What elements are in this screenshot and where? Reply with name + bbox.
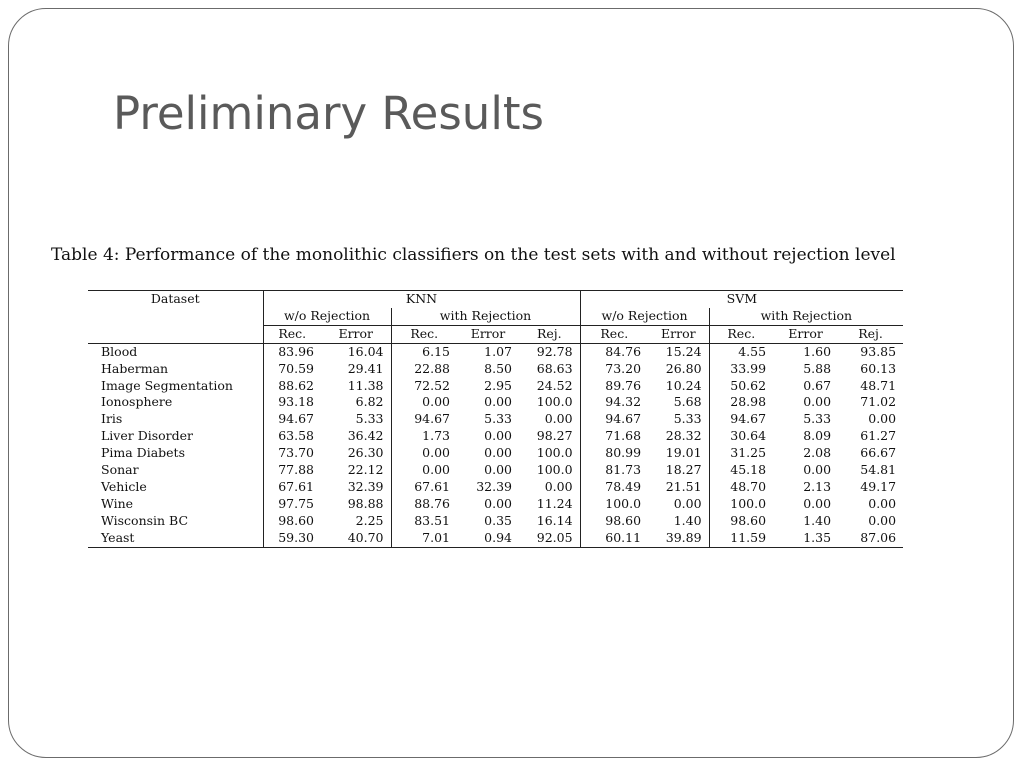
value-cell: 31.25	[730, 445, 767, 461]
value-cell: 72.52	[414, 377, 450, 393]
column-header: Rej.	[519, 325, 580, 343]
header-row-columns	[88, 325, 903, 343]
svm-with-rejection-header: with Rejection	[709, 308, 903, 325]
value-cell: 5.88	[803, 360, 832, 376]
value-cell: 98.88	[321, 496, 391, 513]
value-cell: 5.33	[648, 411, 709, 428]
value-cell: 5.33	[803, 411, 832, 427]
dataset-name-cell: Image Segmentation	[88, 378, 263, 395]
value-cell: 28.98	[730, 394, 767, 410]
value-cell: 73.70	[278, 445, 314, 461]
value-cell: 11.38	[321, 378, 391, 395]
value-cell: 89.76	[605, 377, 642, 393]
table-row	[88, 462, 903, 479]
table-body	[88, 343, 903, 547]
value-cell: 0.00	[484, 495, 512, 511]
value-cell: 5.33	[321, 411, 391, 428]
table-row	[88, 411, 903, 428]
value-cell: 94.67	[730, 411, 767, 427]
dataset-header: Dataset	[88, 291, 263, 308]
value-cell: 0.00	[803, 394, 832, 410]
value-cell: 0.00	[422, 394, 450, 410]
value-cell: 71.68	[605, 428, 642, 444]
table-row	[88, 479, 903, 496]
table-row	[88, 445, 903, 462]
value-cell: 68.63	[519, 361, 580, 378]
value-cell: 18.27	[648, 462, 709, 479]
value-cell: 2.13	[803, 478, 832, 494]
value-cell: 33.99	[730, 360, 767, 376]
column-header: Rec.	[391, 325, 457, 343]
dataset-name-cell: Vehicle	[88, 479, 263, 496]
table-row	[88, 496, 903, 513]
value-cell: 92.78	[519, 343, 580, 360]
value-cell: 0.00	[648, 496, 709, 513]
value-cell: 0.00	[484, 428, 512, 444]
value-cell: 1.07	[484, 343, 512, 359]
knn-with-rejection-header: with Rejection	[391, 308, 580, 325]
dataset-name-cell: Wisconsin BC	[88, 513, 263, 530]
value-cell: 0.00	[868, 495, 897, 511]
dataset-name-cell: Liver Disorder	[88, 428, 263, 445]
value-cell: 100.0	[519, 394, 580, 411]
value-cell: 80.99	[605, 445, 642, 461]
value-cell: 45.18	[730, 462, 767, 478]
value-cell: 5.33	[484, 411, 512, 427]
value-cell: 2.95	[484, 377, 512, 393]
value-cell: 4.55	[738, 343, 767, 359]
value-cell: 0.00	[868, 512, 897, 528]
value-cell: 48.70	[730, 478, 767, 494]
column-header: Rec.	[263, 325, 321, 343]
value-cell: 59.30	[263, 530, 321, 547]
value-cell: 1.40	[648, 513, 709, 530]
value-cell: 83.96	[278, 343, 314, 359]
value-cell: 26.30	[321, 445, 391, 462]
table-caption: Table 4: Performance of the monolithic classifiers on the test sets with and without rejection level	[51, 245, 896, 265]
dataset-name-cell: Pima Diabets	[88, 445, 263, 462]
value-cell: 16.14	[519, 513, 580, 530]
value-cell: 94.67	[278, 411, 314, 427]
value-cell: 5.68	[648, 394, 709, 411]
value-cell: 49.17	[860, 478, 897, 494]
value-cell: 98.60	[605, 512, 642, 528]
value-cell: 19.01	[648, 445, 709, 462]
dataset-name-cell: Blood	[88, 343, 263, 360]
table-row	[88, 513, 903, 530]
knn-without-rejection-header: w/o Rejection	[263, 308, 391, 325]
value-cell: 88.76	[414, 495, 450, 511]
value-cell: 0.00	[484, 394, 512, 410]
dataset-name-cell: Iris	[88, 411, 263, 428]
dataset-name-cell: Haberman	[88, 361, 263, 378]
column-header: Rej.	[838, 325, 903, 343]
dataset-name-cell: Yeast	[88, 530, 263, 547]
value-cell: 50.62	[730, 377, 767, 393]
value-cell: 8.09	[803, 428, 832, 444]
value-cell: 29.41	[321, 361, 391, 378]
value-cell: 0.00	[519, 479, 580, 496]
value-cell: 81.73	[605, 462, 642, 478]
value-cell: 84.76	[605, 343, 642, 359]
value-cell: 6.82	[321, 394, 391, 411]
value-cell: 39.89	[648, 530, 709, 547]
value-cell: 60.11	[580, 530, 648, 547]
table-row	[88, 361, 903, 378]
column-header: Error	[773, 325, 838, 343]
value-cell: 21.51	[648, 479, 709, 496]
value-cell: 70.59	[278, 360, 314, 376]
value-cell: 94.67	[414, 411, 450, 427]
table-row	[88, 394, 903, 411]
value-cell: 83.51	[414, 512, 450, 528]
table-header	[88, 291, 903, 344]
dataset-column-spacer	[88, 325, 263, 343]
value-cell: 28.32	[648, 428, 709, 445]
value-cell: 93.18	[278, 394, 314, 410]
value-cell: 94.32	[605, 394, 642, 410]
value-cell: 88.62	[278, 377, 314, 393]
value-cell: 71.02	[860, 394, 897, 410]
value-cell: 1.35	[773, 530, 838, 547]
value-cell: 32.39	[476, 478, 512, 494]
value-cell: 0.00	[422, 462, 450, 478]
value-cell: 94.67	[605, 411, 642, 427]
value-cell: 32.39	[321, 479, 391, 496]
value-cell: 54.81	[860, 462, 897, 478]
column-header: Error	[648, 325, 709, 343]
value-cell: 16.04	[321, 343, 391, 360]
header-row-groups	[88, 308, 903, 325]
value-cell: 2.08	[803, 445, 832, 461]
value-cell: 36.42	[321, 428, 391, 445]
value-cell: 1.60	[803, 343, 832, 359]
value-cell: 10.24	[648, 378, 709, 395]
value-cell: 0.00	[422, 445, 450, 461]
value-cell: 7.01	[391, 530, 457, 547]
column-header: Error	[321, 325, 391, 343]
value-cell: 0.00	[484, 462, 512, 478]
value-cell: 61.27	[860, 428, 897, 444]
table-row	[88, 530, 903, 547]
value-cell: 78.49	[605, 478, 642, 494]
dataset-name-cell: Wine	[88, 496, 263, 513]
value-cell: 67.61	[278, 478, 314, 494]
value-cell: 0.35	[484, 512, 512, 528]
value-cell: 0.00	[519, 411, 580, 428]
value-cell: 73.20	[605, 360, 642, 376]
column-header: Rec.	[580, 325, 648, 343]
value-cell: 98.27	[519, 428, 580, 445]
value-cell: 66.67	[860, 445, 897, 461]
value-cell: 0.94	[457, 530, 519, 547]
dataset-header-spacer	[88, 308, 263, 325]
value-cell: 22.12	[321, 462, 391, 479]
value-cell: 100.0	[730, 495, 767, 511]
svm-without-rejection-header: w/o Rejection	[580, 308, 709, 325]
value-cell: 0.00	[868, 411, 897, 427]
value-cell: 60.13	[860, 360, 897, 376]
value-cell: 2.25	[321, 513, 391, 530]
table-row	[88, 378, 903, 395]
value-cell: 40.70	[321, 530, 391, 547]
value-cell: 1.73	[422, 428, 450, 444]
value-cell: 63.58	[278, 428, 314, 444]
value-cell: 100.0	[519, 445, 580, 462]
value-cell: 11.24	[519, 496, 580, 513]
value-cell: 11.59	[709, 530, 773, 547]
table-row	[88, 343, 903, 360]
value-cell: 67.61	[414, 478, 450, 494]
value-cell: 97.75	[278, 495, 314, 511]
value-cell: 26.80	[648, 361, 709, 378]
dataset-name-cell: Ionosphere	[88, 394, 263, 411]
svm-header: SVM	[580, 291, 903, 308]
column-header: Rec.	[709, 325, 773, 343]
table-row	[88, 428, 903, 445]
value-cell: 6.15	[422, 343, 450, 359]
value-cell: 93.85	[860, 343, 897, 359]
value-cell: 0.00	[803, 495, 832, 511]
value-cell: 98.60	[278, 512, 314, 528]
value-cell: 48.71	[860, 377, 897, 393]
value-cell: 100.0	[519, 462, 580, 479]
results-table	[88, 290, 903, 548]
value-cell: 0.00	[803, 462, 832, 478]
value-cell: 0.00	[484, 445, 512, 461]
knn-header: KNN	[263, 291, 580, 308]
value-cell: 8.50	[484, 360, 512, 376]
slide-title: Preliminary Results	[113, 87, 544, 140]
value-cell: 87.06	[838, 530, 903, 547]
value-cell: 92.05	[519, 530, 580, 547]
value-cell: 22.88	[414, 360, 450, 376]
column-header: Error	[457, 325, 519, 343]
value-cell: 1.40	[803, 512, 832, 528]
value-cell: 0.67	[803, 377, 832, 393]
value-cell: 24.52	[519, 378, 580, 395]
value-cell: 77.88	[278, 462, 314, 478]
value-cell: 100.0	[605, 495, 642, 511]
value-cell: 30.64	[730, 428, 767, 444]
header-row-classifiers	[88, 291, 903, 308]
value-cell: 15.24	[648, 343, 709, 360]
dataset-name-cell: Sonar	[88, 462, 263, 479]
value-cell: 98.60	[730, 512, 767, 528]
